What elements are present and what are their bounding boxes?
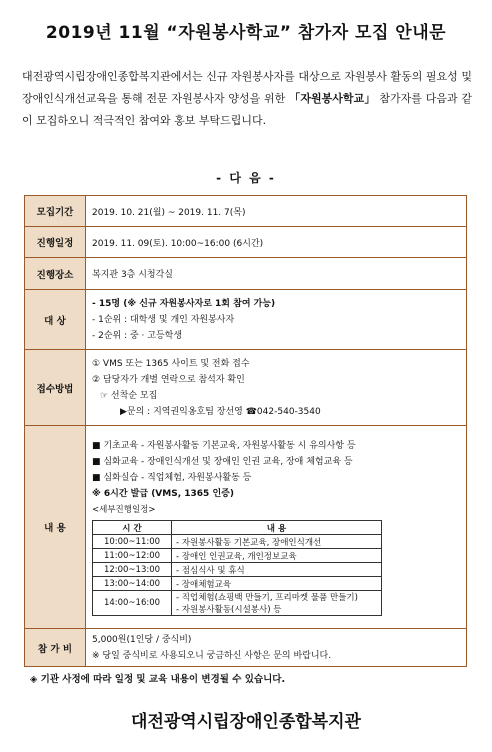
label-apply: 접수방법 <box>25 350 86 426</box>
content-line: ※ 6시간 발급 (VMS, 1365 인증) <box>92 489 234 499</box>
content-line: ■ 기초교육 - 자원봉사활동 기본교육, 자원봉사활동 시 유의사항 등 <box>92 441 356 451</box>
row-date <box>25 227 467 258</box>
schedule-time: 14:00~16:00 <box>93 591 172 616</box>
schedule-header <box>93 521 382 535</box>
label-period: 모집기간 <box>25 196 86 227</box>
apply-line: ☞ 선착순 모집 <box>100 390 158 401</box>
organization-name: 대전광역시립장애인종합복지관 <box>131 712 361 732</box>
schedule-item-line: - 자원봉사활동(시설봉사) 등 <box>176 605 282 615</box>
apply-line: ① VMS 또는 1365 사이트 및 전화 접수 <box>92 358 250 369</box>
label-content: 내 용 <box>25 426 86 629</box>
schedule-time: 11:00~12:00 <box>93 549 172 563</box>
schedule-table <box>92 520 382 616</box>
schedule-item <box>172 591 382 616</box>
schedule-title: <세부진행일정> <box>92 505 156 515</box>
label-date: 진행일정 <box>25 227 86 258</box>
intro-paragraph <box>22 66 472 132</box>
schedule-row <box>93 535 382 549</box>
schedule-time: 12:00~13:00 <box>93 563 172 577</box>
apply-contact: ▶문의 : 지역권익옹호팀 장선영 ☎042-540-3540 <box>120 406 321 417</box>
value-content <box>86 426 467 629</box>
target-line: - 15명 (※ 신규 자원봉사자로 1회 참여 가능) <box>92 298 276 309</box>
intro-program-name: 「자원봉사학교」 <box>289 92 376 105</box>
fee-line: ※ 당일 중식비로 사용되오니 궁금하신 사항은 문의 바랍니다. <box>92 650 332 661</box>
schedule-row <box>93 563 382 577</box>
target-line: - 2순위 : 중 · 고등학생 <box>92 330 183 341</box>
notice-text: ◈ 기관 사정에 따라 일정 및 교육 내용이 변경될 수 있습니다. <box>30 674 286 685</box>
apply-line: ② 담당자가 개별 연락으로 참석자 확인 <box>92 374 245 385</box>
label-place: 진행장소 <box>25 258 86 290</box>
content-line: ■ 심화실습 - 직업체험, 자원봉사활동 등 <box>92 473 252 483</box>
schedule-row <box>93 577 382 591</box>
section-heading: - 다 음 - <box>216 171 276 185</box>
schedule-time: 13:00~14:00 <box>93 577 172 591</box>
row-target <box>25 290 467 350</box>
schedule-header-time: 시 간 <box>93 521 172 535</box>
value-date: 2019. 11. 09(토). 10:00~16:00 (6시간) <box>86 227 467 258</box>
row-apply <box>25 350 467 426</box>
intro-text: 대전광역시립장애인종합복지관에서는 신규 자원봉사자를 대상으로 자원봉사 활동의 필요성 및 장애인식개선교육을 통해 전문 자원봉사자 양성을 위한 <box>22 70 472 105</box>
value-period: 2019. 10. 21(월) ~ 2019. 11. 7(목) <box>86 196 467 227</box>
schedule-time: 10:00~11:00 <box>93 535 172 549</box>
schedule-header-content: 내 용 <box>172 521 382 535</box>
schedule-item: - 장애인 인권교육, 개인정보교육 <box>172 549 382 563</box>
row-period <box>25 196 467 227</box>
page-title: 2019년 11월 “자원봉사학교” 참가자 모집 안내문 <box>45 23 447 43</box>
row-content <box>25 426 467 629</box>
target-line: - 1순위 : 대학생 및 개인 자원봉사자 <box>92 314 235 325</box>
value-fee <box>86 629 467 667</box>
info-table <box>24 195 467 667</box>
schedule-item: - 점심식사 및 휴식 <box>172 563 382 577</box>
fee-line: 5,000원(1인당 / 중식비) <box>92 634 192 645</box>
schedule-item: - 장애체험교육 <box>172 577 382 591</box>
intro-text-end: 참가자를 다음과 같이 모집하오니 적극적인 참여와 홍보 부탁드립니다. <box>22 92 472 127</box>
label-target: 대 상 <box>25 290 86 350</box>
label-fee: 참 가 비 <box>25 629 86 667</box>
schedule-row <box>93 591 382 616</box>
row-place <box>25 258 467 290</box>
value-place: 복지관 3층 시청각실 <box>86 258 467 290</box>
schedule-item-line: - 직업체험(쇼핑백 만들기, 프리마켓 물품 만들기) <box>176 593 358 603</box>
content-line: ■ 심화교육 - 장애인식개선 및 장애인 인권 교육, 장애 체험교육 등 <box>92 457 353 467</box>
schedule-item: - 자원봉사활동 기본교육, 장애인식개선 <box>172 535 382 549</box>
row-fee <box>25 629 467 667</box>
schedule-row <box>93 549 382 563</box>
value-apply <box>86 350 467 426</box>
value-target <box>86 290 467 350</box>
